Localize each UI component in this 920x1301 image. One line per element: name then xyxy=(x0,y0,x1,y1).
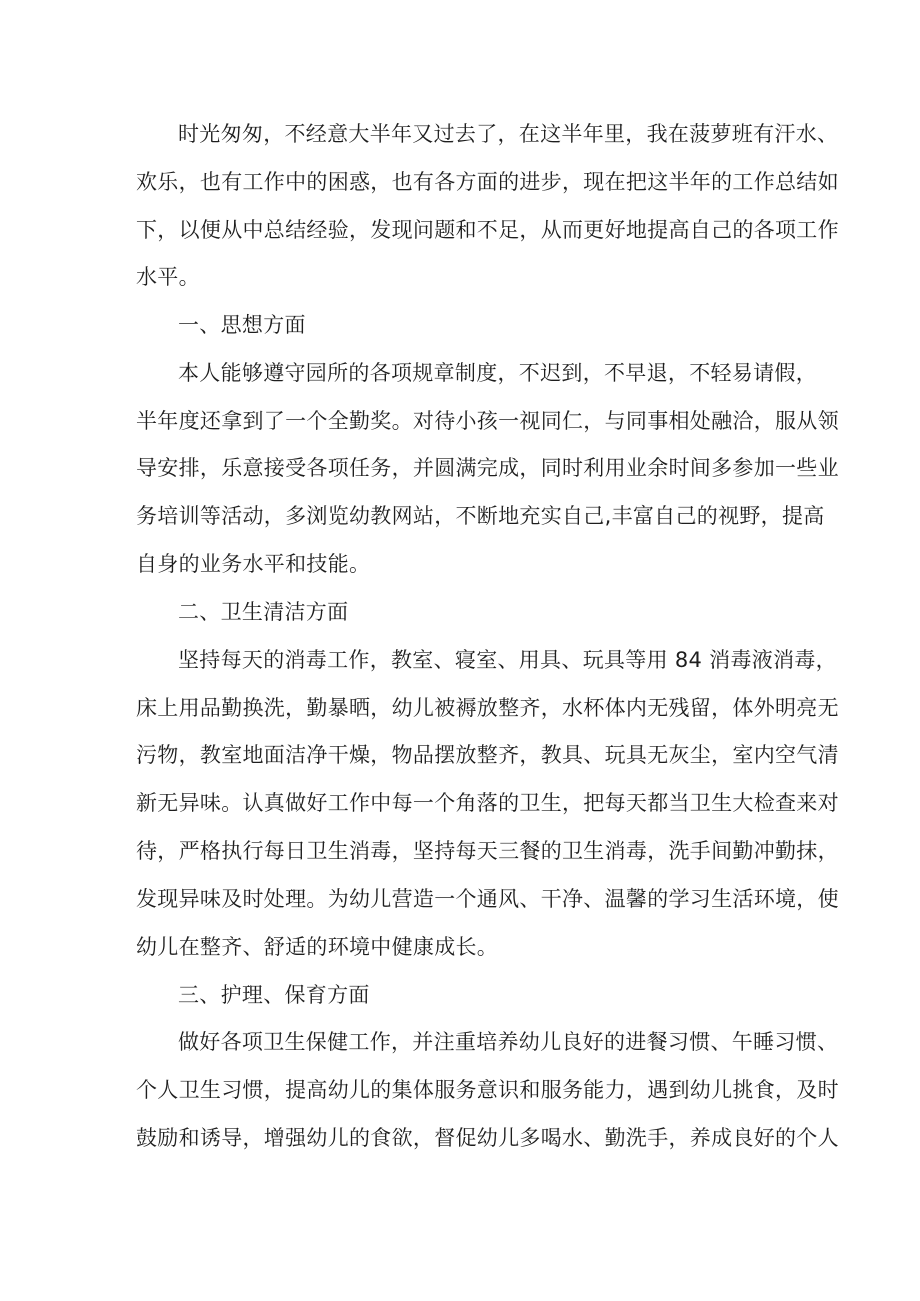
text-line: 导安排，乐意接受各项任务，并圆满完成，同时利用业余时间多参加一些业 xyxy=(136,456,839,480)
section-heading: 二、卫生清洁方面 xyxy=(178,600,349,624)
text-line: 时光匆匆，不经意大半年又过去了，在这半年里，我在菠萝班有汗水、 xyxy=(178,122,839,146)
text-line: 新无异味。认真做好工作中每一个角落的卫生，把每天都当卫生大检查来对 xyxy=(136,791,839,815)
text-line: 本人能够遵守园所的各项规章制度，不迟到，不早退，不轻易请假， xyxy=(178,361,817,385)
section-heading: 三、护理、保育方面 xyxy=(178,983,370,1007)
text-line: 务培训等活动，多浏览幼教网站，不断地充实自己,丰富自己的视野，提高 xyxy=(136,504,825,528)
text-line: 水平。 xyxy=(136,265,200,289)
text-line: 幼儿在整齐、舒适的环境中健康成长。 xyxy=(136,935,499,959)
text-line: 下，以便从中总结经验，发现问题和不足，从而更好地提高自己的各项工作 xyxy=(136,218,839,242)
text-line: 个人卫生习惯，提高幼儿的集体服务意识和服务能力，遇到幼儿挑食，及时 xyxy=(136,1078,839,1102)
text-line: 自身的业务水平和技能。 xyxy=(136,552,371,576)
text-line: 污物，教室地面洁净干燥，物品摆放整齐，教具、玩具无灰尘，室内空气清 xyxy=(136,743,839,767)
text-line: 床上用品勤换洗，勤暴晒，幼儿被褥放整齐，水杯体内无残留，体外明亮无 xyxy=(136,696,839,720)
text-line: 欢乐，也有工作中的困惑，也有各方面的进步，现在把这半年的工作总结如 xyxy=(136,170,839,194)
text-line: 待，严格执行每日卫生消毒，坚持每天三餐的卫生消毒，洗手间勤冲勤抹， xyxy=(136,839,839,863)
text-line: 坚持每天的消毒工作，教室、寝室、用具、玩具等用 84 消毒液消毒， xyxy=(178,648,837,672)
text-line: 发现异味及时处理。为幼儿营造一个通风、干净、温馨的学习生活环境，使 xyxy=(136,887,839,911)
text-line: 做好各项卫生保健工作，并注重培养幼儿良好的进餐习惯、午睡习惯、 xyxy=(178,1030,839,1054)
text-line: 鼓励和诱导，增强幼儿的食欲，督促幼儿多喝水、勤洗手，养成良好的个人 xyxy=(136,1126,839,1150)
text-line: 半年度还拿到了一个全勤奖。对待小孩一视同仁，与同事相处融洽，服从领 xyxy=(136,409,839,433)
section-heading: 一、思想方面 xyxy=(178,313,306,337)
